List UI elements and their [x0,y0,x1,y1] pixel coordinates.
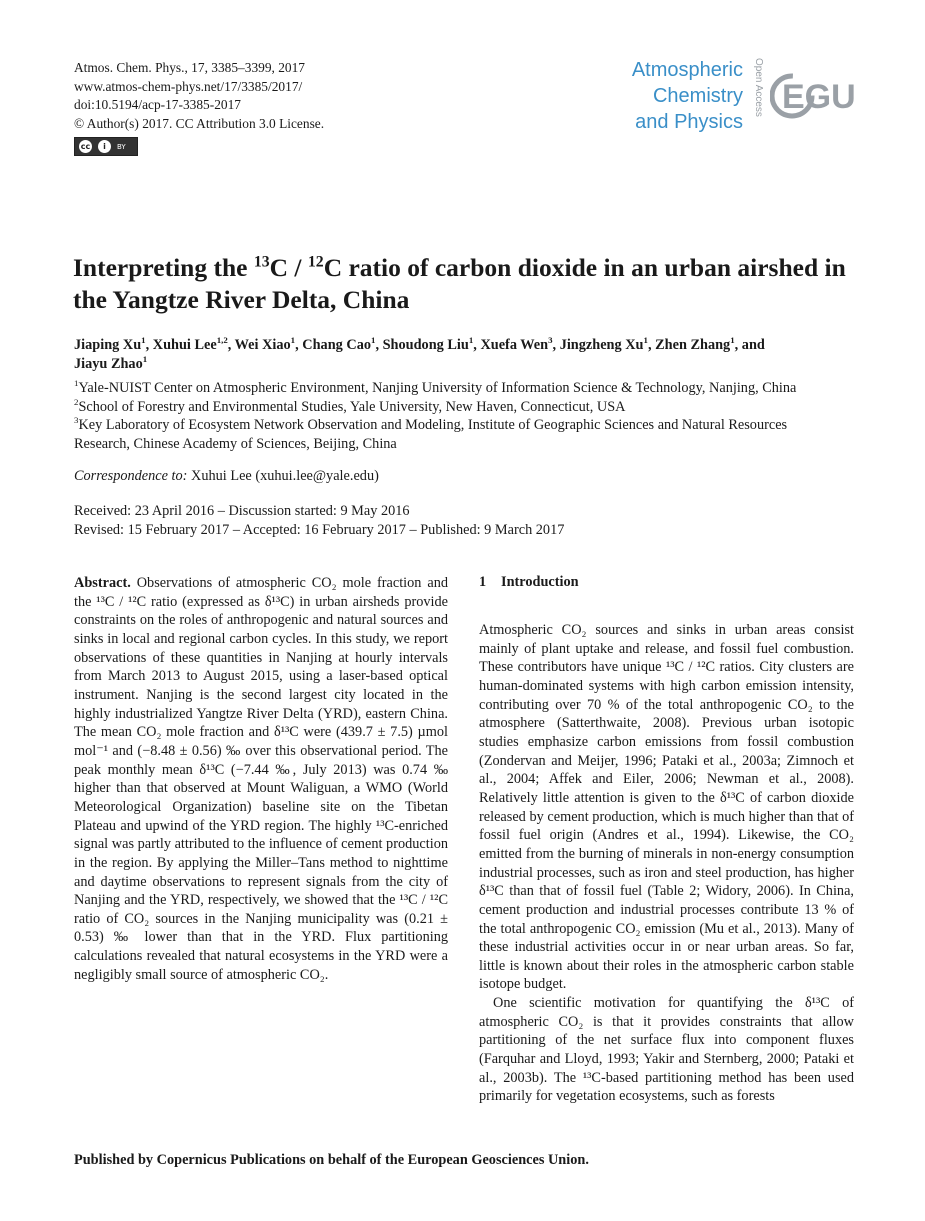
dates-line1: Received: 23 April 2016 – Discussion started: 9 May 2016 [74,503,410,519]
open-access-label: Open Access [753,58,764,117]
introduction-body [479,621,854,1106]
cc-icon: cc [79,140,92,153]
author: Jingzheng Xu [559,337,644,353]
journal-reference: Atmos. Chem. Phys., 17, 3385–3399, 2017 [74,60,306,75]
author: Zhen Zhang [655,337,731,353]
intro-paragraph-2: One scientific motivation for quantifying the δ¹³C of atmospheric CO₂ is that it provides constraints that allow partitioning of the net surface flux into component fluxes (Farquhar and Lloyd, 1993; Yakir and Sternberg, 2000; Pataki et al., 2003b). The ¹³C-based partitioning method has been used primarily for vegetation ecosystems, such as forests [479,995,854,1105]
journal-name-line1: Atmospheric [631,59,743,81]
journal-name-line2: Chemistry [652,85,743,107]
cc-license-badge[interactable] [74,137,324,156]
abstract-label: Abstract. [74,575,131,591]
journal-name-line3: and Physics [635,111,743,133]
abstract-text: Observations of atmospheric CO₂ mole fraction and the ¹³C / ¹²C ratio (expressed as δ¹³C) in urban airsheds provide constraints on the roles of anthropogenic and natural sources and sinks in local and regional carbon cycles. In this study, we report observations of these quantities in Nanjing at hourly intervals from March 2013 to August 2015, using a laser-based optical instrument. Nanjing is the second largest city located in the highly industrialized Yangtze River Delta (YRD), eastern China. The mean CO₂ mole fraction and δ¹³C were (439.7 ± 7.5) µmol mol⁻¹ and (−8.48 ± 0.56) ‰ over this observational period. The peak monthly mean δ¹³C (−7.44 ‰, July 2013) was 0.74 ‰ higher than that observed at Mount Waliguan, a WMO (World Meteorological Organization) baseline site on the Tibetan Plateau and upwind of the YRD region. The highly ¹³C-enriched signal was partly attributed to the influence of cement production in the region. By applying the Miller–Tans method to nighttime and daytime observations to represent signals from the city of Nanjing and the YRD, respectively, we showed that the ¹³C / ¹²C ratio of CO₂ sources in the Nanjing municipality was (0.21 ± 0.53) ‰ lower than that in the YRD. Flux partitioning calculations revealed that natural ecosystems in the YRD were a negligibly small source of atmospheric CO₂. [74,575,449,983]
author: Jiayu Zhao [74,355,143,372]
doi[interactable]: doi:10.5194/acp-17-3385-2017 [74,97,241,113]
author: Wei Xiao [234,337,291,353]
section-heading-introduction: 1 Introduction [479,574,579,590]
publisher-footer: Published by Copernicus Publications on behalf of the European Geosciences Union. [74,1152,589,1168]
correspondence-contact[interactable]: Xuhui Lee (xuhui.lee@yale.edu) [191,468,379,484]
affiliation-item: $^3$Key Laboratory of Ecosystem Network Observation and Modeling, Institute of Geographic Sciences and Natural Resources [74,415,788,434]
citation-header [74,59,324,156]
article-url[interactable]: www.atmos-chem-phys.net/17/3385/2017/ [74,78,303,94]
correspondence-label: Correspondence to: [74,468,188,484]
affiliation-item: $^1$Yale-NUIST Center on Atmospheric Environment, Nanjing University of Information Science & Technology, Nanjing, China [74,378,797,396]
license-statement: © Author(s) 2017. CC Attribution 3.0 License. [74,115,325,131]
egu-logo [770,60,854,137]
article-title: Interpreting the $^{13}$C / $^{12}$C ratio of carbon dioxide in an urban airshed in the Yangtze River Delta, China [73,253,846,314]
author-list: Jiaping Xu$^1$, Xuhui Lee$^{1,2}$, Wei Xiao$^1$, Chang Cao$^1$, Shoudong Liu$^1$, Xuefa Wen$^3$, Jingzheng Xu$^1$, Zhen Zhang$^1$, and Jiayu Zhao$^1$ [74,335,765,372]
author: Xuhui Lee [152,337,217,353]
correspondence [74,468,379,485]
by-icon: i [98,140,111,153]
affiliation-item: Research, Chinese Academy of Sciences, Beijing, China [74,435,397,452]
dates-line2: Revised: 15 February 2017 – Accepted: 16 February 2017 – Published: 9 March 2017 [74,521,565,538]
abstract [74,574,448,984]
intro-paragraph-1: Atmospheric CO₂ sources and sinks in urban areas consist mainly of plant uptake and release, and fossil fuel combustion. These contributors have unique ¹³C / ¹²C ratios. City clusters are human-dominated systems with high carbon emission intensity, contributing over 70 % of the total anthropogenic CO₂ to the atmosphere (Satterthwaite, 2008). Previous urban isotopic studies emphasize carbon emissions from fossil combustion (Zondervan and Meijer, 1996; Pataki et al., 2003a; Zimnoch et al., 2004; Affek and Eiler, 2006; Newman et al., 2008). Relatively little attention is given to the δ¹³C of carbon dioxide released by cement production, which is much higher than that of fossil fuel origin (Andres et al., 1994). Likewise, the CO₂ emitted from the burning of minerals in non-energy consumption industrial processes, such as iron and steel production, has higher δ¹³C than that of fossil fuel (Table 2; Widory, 2006). In China, cement production and industrial processes contribute 13 % of the total anthropogenic CO₂ emission (Mu et al., 2013). Many of these industrial activities occur in or near urban areas. So far, little is known about their roles in the atmospheric carbon stable isotope budget. [479,622,854,993]
cc-by-label: BY [117,142,126,151]
article-dates [74,502,564,539]
egu-logo-icon [770,60,854,132]
affiliation-item: $^2$School of Forestry and Environmental Studies, Yale University, New Haven, Connecticut, USA [74,396,626,415]
egu-logo-text: EGU [782,78,854,116]
author: Jiaping Xu [74,337,142,353]
journal-logo [632,57,743,135]
affiliations [74,379,864,453]
author: Chang Cao [302,337,371,353]
author: Xuefa Wen [480,337,549,353]
author: Shoudong Liu [382,337,469,353]
